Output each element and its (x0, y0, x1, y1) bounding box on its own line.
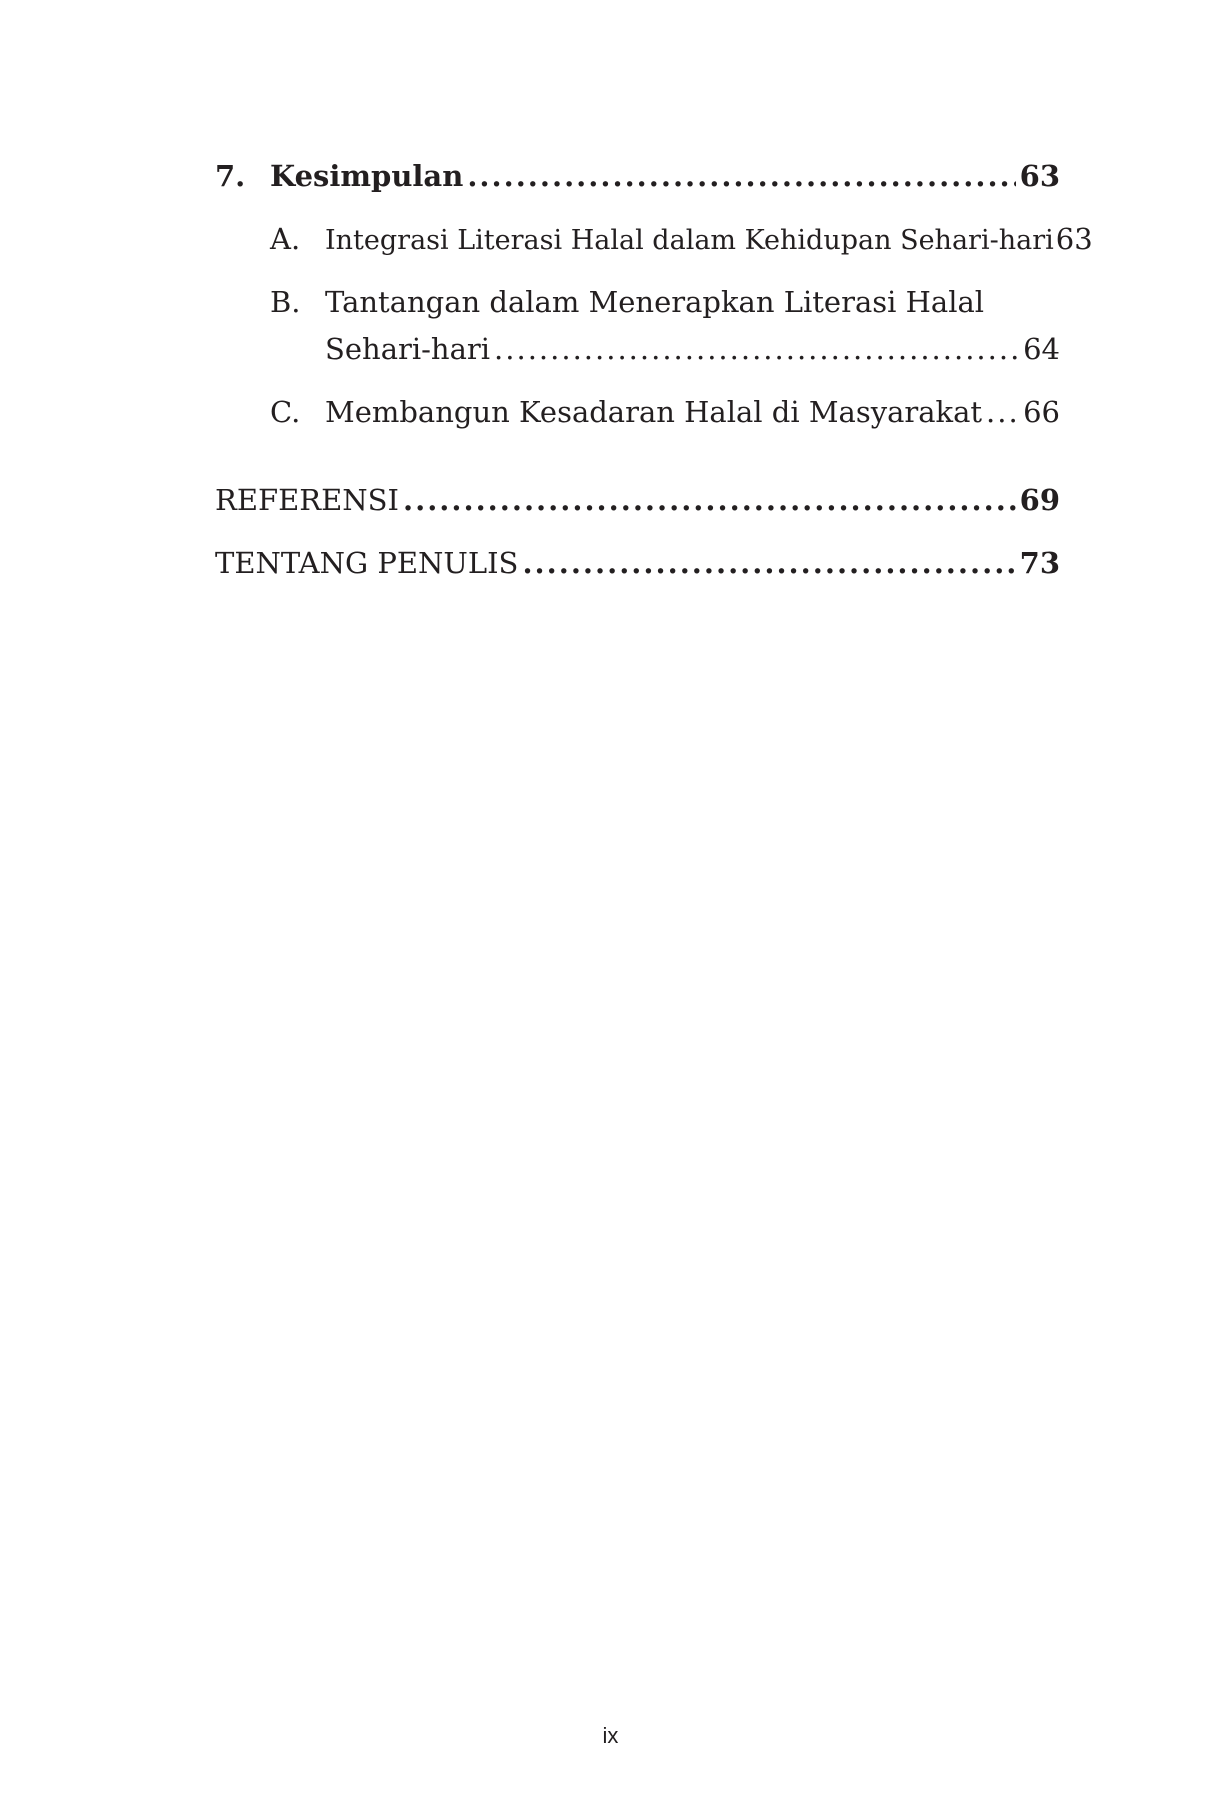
toc-entry-page: 64 (1023, 332, 1060, 366)
toc-entry-subsection-a[interactable] (325, 219, 1093, 261)
toc-entry-title: Integrasi Literasi Halal dalam Kehidupan Sehari-hari (325, 225, 1054, 256)
toc-entry-chapter-7[interactable] (270, 156, 1060, 196)
toc-entry-title: TENTANG PENULIS (215, 546, 519, 580)
toc-entry-page: 73 (1019, 546, 1060, 580)
toc-entry-page: 63 (1055, 222, 1093, 256)
toc-entry-page: 69 (1019, 483, 1060, 517)
toc-entry-title: Membangun Kesadaran Halal di Masyarakat (325, 395, 983, 429)
toc-entry-page: 63 (1019, 159, 1060, 193)
toc-entry-page: 66 (1023, 395, 1060, 429)
toc-entry-subsection-c[interactable] (325, 392, 1060, 432)
toc-entry-title: Kesimpulan (270, 159, 464, 193)
dot-leader (467, 156, 1015, 196)
dot-leader (403, 480, 1016, 520)
toc-entry-subsection-b[interactable] (325, 329, 1060, 369)
toc-entry-title-line1[interactable]: Tantangan dalam Menerapkan Literasi Halal (325, 285, 985, 319)
dot-leader (986, 392, 1019, 432)
subsection-letter: A. (270, 222, 301, 256)
toc-entry-referensi[interactable] (215, 480, 1060, 520)
subsection-letter: B. (270, 285, 301, 319)
dot-leader (522, 543, 1015, 583)
toc-entry-tentang-penulis[interactable] (215, 543, 1060, 583)
subsection-letter: C. (270, 395, 301, 429)
toc-entry-title: REFERENSI (215, 483, 399, 517)
toc-entry-title-line2: Sehari-hari (325, 332, 491, 366)
dot-leader (494, 329, 1019, 369)
chapter-number: 7. (215, 159, 246, 193)
page-number: ix (602, 1723, 619, 1748)
